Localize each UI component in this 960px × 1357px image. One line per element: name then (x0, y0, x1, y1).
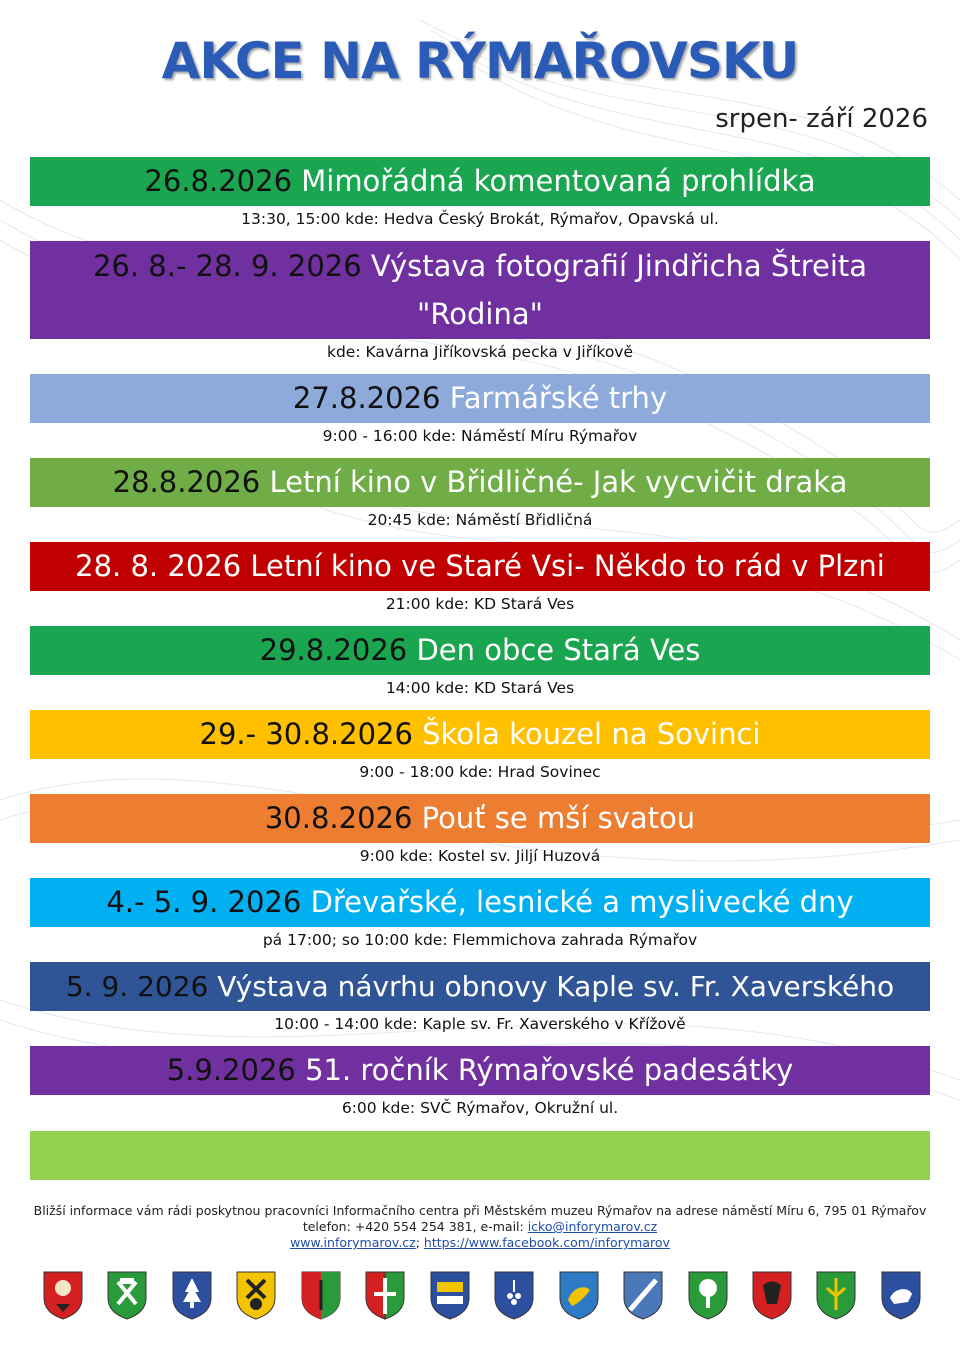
email-link[interactable]: icko@inforymarov.cz (527, 1219, 658, 1234)
footer (0, 1203, 960, 1251)
crest-4-icon (235, 1270, 277, 1320)
footer-info: Bližší informace vám rádi poskytnou pracovníci Informačního centra při Městském muzeu Rýmařov na adrese náměstí Míru 6, 795 01 Rýmařov (33, 1203, 927, 1218)
event-item (30, 374, 930, 458)
event-detail: kde: Kavárna Jiříkovská pecka v Jiříkově (326, 343, 634, 361)
crest-6-icon (364, 1270, 406, 1320)
event-bar (30, 626, 930, 675)
event-name: Pouť se mší svatou (421, 801, 696, 835)
event-item (30, 878, 930, 962)
event-name: Výstava fotografií Jindřicha Štreita (370, 249, 868, 283)
crest-10-icon (622, 1270, 664, 1320)
event-item (30, 962, 930, 1046)
page-subtitle: srpen- září 2026 (715, 104, 928, 134)
page-title: AKCE NA RÝMAŘOVSKU (161, 32, 799, 90)
event-date: 5.9.2026 (166, 1053, 296, 1087)
event-bar (30, 794, 930, 843)
event-item (30, 1046, 930, 1130)
event-item (30, 458, 930, 542)
event-date: 29.8.2026 (259, 633, 408, 667)
event-detail: 21:00 kde: KD Stará Ves (385, 595, 575, 613)
event-detail: 13:30, 15:00 kde: Hedva Český Brokát, Rýmařov, Opavská ul. (241, 210, 719, 228)
event-bar (30, 458, 930, 507)
event-bar (30, 878, 930, 927)
event-item (30, 542, 930, 626)
event-date: 5. 9. 2026 (65, 970, 209, 1003)
event-date: 28. 8. 2026 (75, 549, 242, 583)
facebook-link[interactable]: https://www.facebook.com/inforymarov (423, 1235, 670, 1250)
event-item (30, 710, 930, 794)
event-name: Výstava návrhu obnovy Kaple sv. Fr. Xaverského (217, 970, 895, 1003)
event-item (30, 626, 930, 710)
event-name: Letní kino ve Staré Vsi- Někdo to rád v Plzni (250, 549, 885, 583)
crest-12-icon (751, 1270, 793, 1320)
crest-13-icon (815, 1270, 857, 1320)
crest-2-icon (106, 1270, 148, 1320)
crest-1-icon (42, 1270, 84, 1320)
event-detail: pá 17:00; so 10:00 kde: Flemmichova zahrada Rýmařov (262, 931, 698, 949)
event-name: Farmářské trhy (449, 381, 668, 415)
footer-contact (0, 1219, 960, 1235)
event-bar (30, 542, 930, 591)
event-list (30, 157, 930, 1130)
event-name: Letní kino v Břidličné- Jak vycvičit draka (269, 465, 848, 499)
event-date: 26. 8.- 28. 9. 2026 (92, 249, 362, 283)
empty-event-bar (30, 1131, 930, 1180)
event-date: 27.8.2026 (292, 381, 441, 415)
event-date: 28.8.2026 (112, 465, 261, 499)
event-detail: 10:00 - 14:00 kde: Kaple sv. Fr. Xaverského v Křížově (274, 1015, 686, 1033)
crest-5-icon (300, 1270, 342, 1320)
event-name: Mimořádná komentovaná prohlídka (301, 164, 816, 198)
event-bar (30, 1046, 930, 1095)
event-name-line2: "Rodina" (417, 297, 543, 331)
event-bar (30, 241, 930, 339)
event-detail: 6:00 kde: SVČ Rýmařov, Okružní ul. (341, 1099, 619, 1117)
event-date: 30.8.2026 (264, 801, 413, 835)
event-detail: 20:45 kde: Náměstí Břidličná (367, 511, 593, 529)
event-detail: 9:00 - 16:00 kde: Náměstí Míru Rýmařov (322, 427, 638, 445)
crest-9-icon (558, 1270, 600, 1320)
municipality-crests (42, 1270, 922, 1320)
event-detail: 9:00 - 18:00 kde: Hrad Sovinec (359, 763, 601, 781)
crest-11-icon (687, 1270, 729, 1320)
event-detail: 14:00 kde: KD Stará Ves (385, 679, 575, 697)
event-bar (30, 374, 930, 423)
event-item (30, 241, 930, 374)
website-link[interactable]: www.inforymarov.cz (290, 1235, 416, 1250)
event-name: 51. ročník Rýmařovské padesátky (305, 1053, 794, 1087)
event-item (30, 157, 930, 241)
footer-links (0, 1235, 960, 1251)
event-bar (30, 710, 930, 759)
crest-14-icon (880, 1270, 922, 1320)
event-date: 26.8.2026 (144, 164, 293, 198)
crest-3-icon (171, 1270, 213, 1320)
event-name: Škola kouzel na Sovinci (422, 717, 761, 751)
event-item (30, 794, 930, 878)
footer-phone: telefon: +420 554 254 381, e-mail: (302, 1219, 528, 1234)
crest-7-icon (429, 1270, 471, 1320)
crest-8-icon (493, 1270, 535, 1320)
event-name: Den obce Stará Ves (416, 633, 701, 667)
event-name: Dřevařské, lesnické a myslivecké dny (310, 885, 854, 919)
event-date: 4.- 5. 9. 2026 (106, 885, 302, 919)
link-separator: ; (415, 1235, 424, 1250)
event-date: 29.- 30.8.2026 (199, 717, 413, 751)
event-bar (30, 962, 930, 1011)
event-bar (30, 157, 930, 206)
event-detail: 9:00 kde: Kostel sv. Jiljí Huzová (359, 847, 601, 865)
